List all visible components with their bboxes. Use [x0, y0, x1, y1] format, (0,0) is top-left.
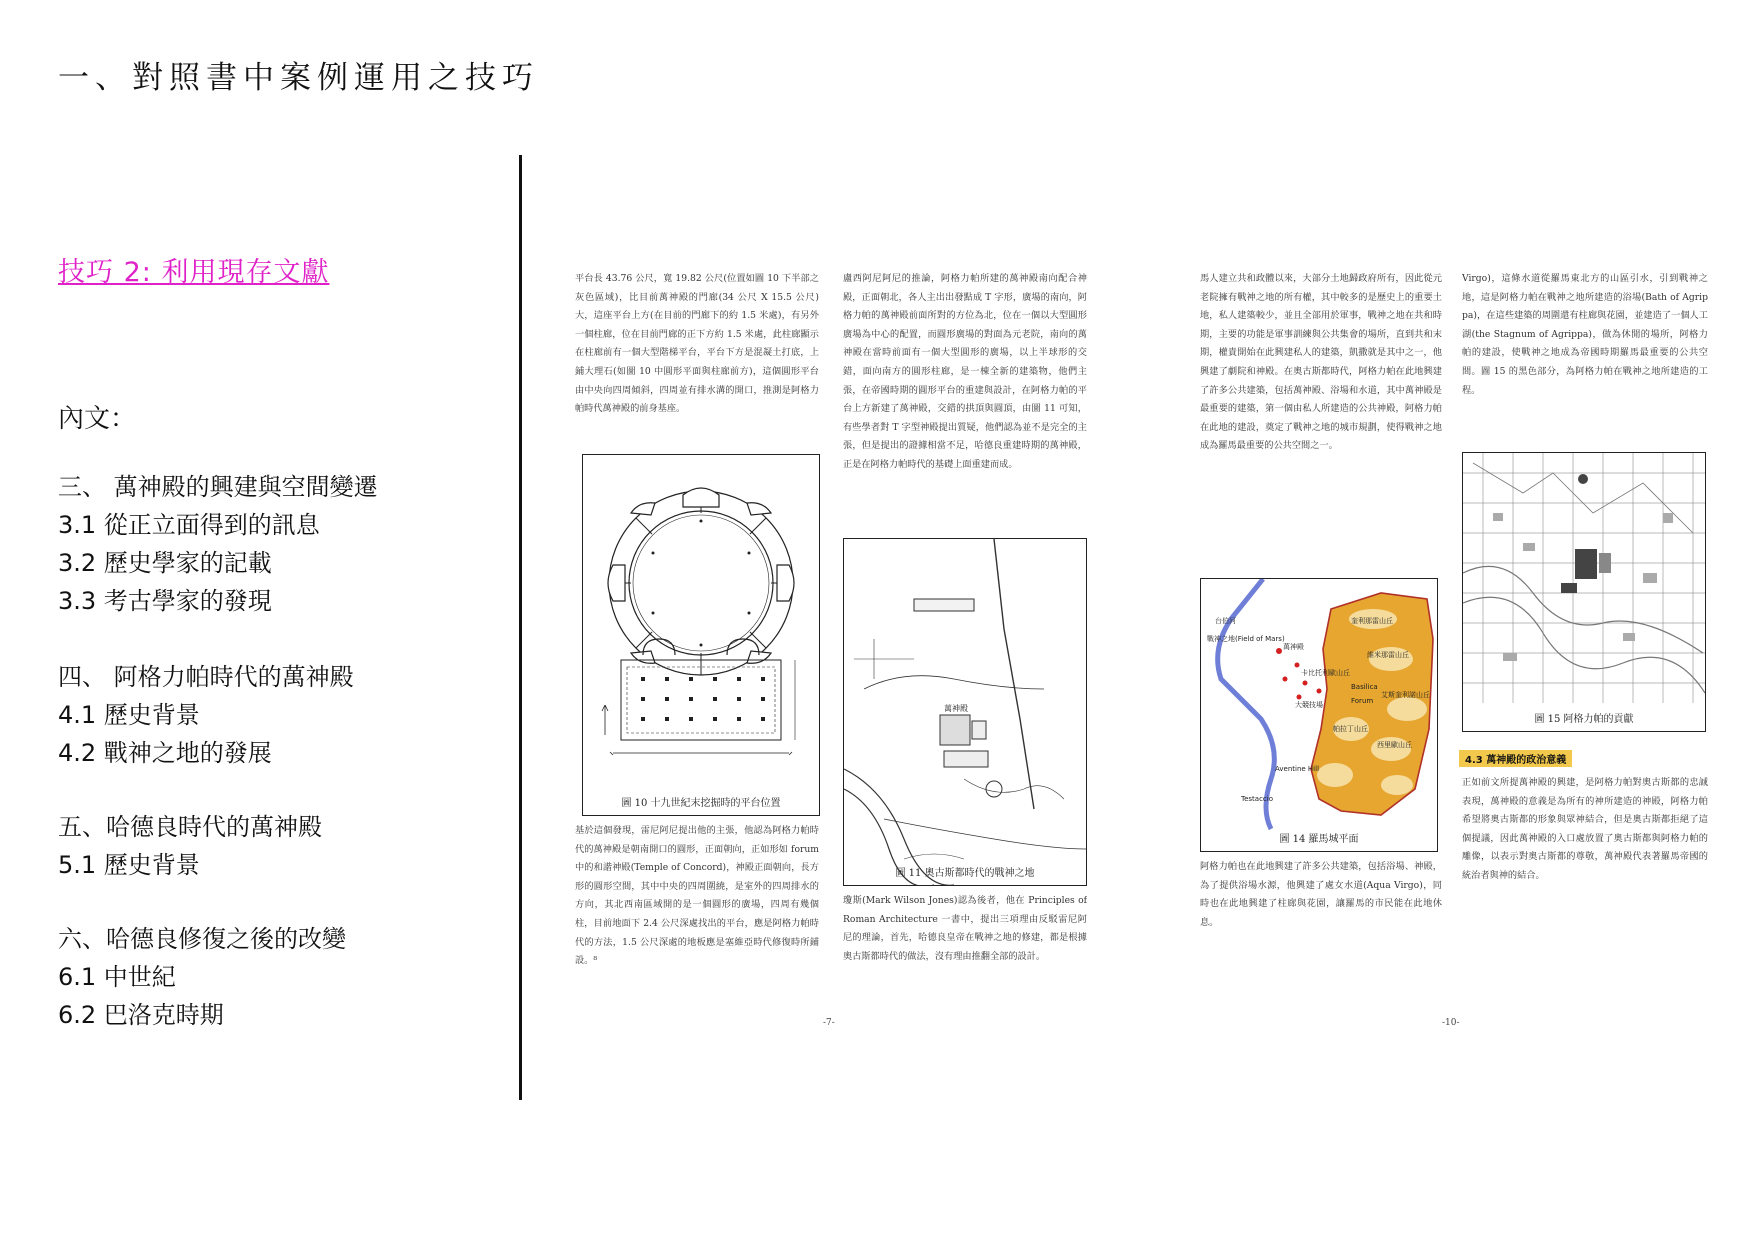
- toc-section-4: [58, 658, 354, 772]
- figure-14-caption: 圖 14 羅馬城平面: [1279, 834, 1359, 845]
- content-label: 內文：: [58, 404, 137, 434]
- agrippa-contribution-map: [1463, 453, 1705, 731]
- page-right-col1-top: 馬人建立共和政體以來，大部分土地歸政府所有，因此從元老院擁有戰神之地的所有權，其中較多的是歷史上的重要土地，私人建築較少，並且全部用於軍事，戰神之地在共和時期，主要的功能是軍事訓練與公共集會的場所，直到共和末期，權貴開始在此興建私人的建築，凱撒就是其中之一，他興建了劇院和神殿。在奧古斯都時代，阿格力帕在此地興建了許多公共建築，包括萬神殿、浴場和水道，其中萬神殿是最重要的建築，第一個由私人所建造的公共神殿，阿格力帕在此地的建設，奠定了戰神之地的城市規劃，使得戰神之地成為羅馬最重要的公共空間之一。: [1200, 273, 1442, 452]
- map-label-river: 台伯河: [1215, 617, 1236, 625]
- toc-section-6: [58, 920, 346, 1034]
- map-label-testaccio: Testaccio: [1241, 795, 1273, 803]
- toc-item: 3.2 歷史學家的記載: [58, 549, 272, 577]
- map-label-esquiline: 艾斯奎利諾山丘: [1381, 691, 1430, 699]
- map-label-capitol: 卡比托利歐山丘: [1301, 669, 1350, 677]
- page-left-col2-bottom: 瓊斯(Mark Wilson Jones)認為後者，他在 Principles of Roman Architecture 一書中，提出三項理由反駁雷尼阿尼的理論，首先，哈德良皇帝在戰神之地的修建，都是根據奧古斯都時代的做法，沒有理由推翻全部的設計。: [843, 895, 1087, 962]
- page-right-col2-top: Virgo)，這條水道從羅馬東北方的山區引水，引到戰神之地，這是阿格力帕在戰神之地所建造的浴場(Bath of Agrippa)，在這些建築的周圍還有柱廊與花園，並建造了一個人工湖(the Stagnum of Agrippa)，做為休閒的場所，阿格力帕的建設，使戰神之地成為帝國時期羅馬最重要的公共空間。圖 15 的黑色部分，為阿格力帕在戰神之地所建造的工程。: [1462, 273, 1708, 396]
- page-left-col1-top: 平台長 43.76 公尺，寬 19.82 公尺(位置如圖 10 下半部之灰色區域)，比目前萬神殿的門廊(34 公尺 X 15.5 公尺)大，這座平台上方(在目前的門廊下的約 1.5 米處)，有另外一個柱廊，位在目前門廊的正下方約 1.5 米處，此柱廊顯示在柱廊前有一個大型階梯平台，平台下方是混凝土打底，上鋪大理石(如圖 10 中圓形平面與柱廊前方)，這個圓形平台由中央向四周傾斜，四周並有排水溝的開口，推測是阿格力帕時代萬神殿的前身基座。: [575, 273, 819, 415]
- technique-link[interactable]: 技巧 2: 利用現存文獻: [58, 257, 330, 288]
- figure-10-caption: 圖 10 十九世紀末挖掘時的平台位置: [621, 798, 781, 809]
- map-label-basilica: Basilica: [1351, 683, 1378, 691]
- toc-item: 3.3 考古學家的發現: [58, 587, 272, 615]
- section-heading-4-3: 4.3 萬神殿的政治意義: [1459, 750, 1572, 767]
- page-number-left: -7-: [823, 1018, 835, 1028]
- toc-item: 3.1 從正立面得到的訊息: [58, 511, 320, 539]
- map-label-field: 戰神之地(Field of Mars): [1207, 635, 1285, 643]
- toc-item: 6.2 巴洛克時期: [58, 1001, 224, 1029]
- map-label-quirinal: 奎利那雷山丘: [1351, 617, 1393, 625]
- vertical-divider: [519, 155, 522, 1100]
- page-right-col1-bottom: 阿格力帕也在此地興建了許多公共建築，包括浴場、神殿，為了提供浴場水源，他興建了處女水道(Aqua Virgo)，同時也在此地興建了柱廊與花園，讓羅馬的市民能在此地休息。: [1200, 861, 1442, 928]
- figure-11-caption: 圖 11 奧古斯都時代的戰神之地: [895, 868, 1035, 879]
- figure-15: [1462, 452, 1706, 732]
- book-page-left: [575, 270, 1095, 1030]
- toc-item: 4.1 歷史背景: [58, 701, 200, 729]
- toc-heading: 六、哈德良修復之後的改變: [58, 925, 346, 953]
- page-right-col2-bottom: 正如前文所提萬神殿的興建，是阿格力帕對奧古斯都的忠誠表現，萬神殿的意義是為所有的神所建造的神殿，阿格力帕希望將奧古斯都的形象與眾神結合，但是奧古斯都拒絕了這個提議，因此萬神殿的入口處放置了奧古斯都與阿格力帕的雕像，以表示對奧古斯都的尊敬，萬神殿代表著羅馬帝國的統治者與神的結合。: [1462, 777, 1708, 881]
- map-label-pantheon: 萬神殿: [1283, 643, 1304, 651]
- page-number-right: -10-: [1442, 1018, 1460, 1028]
- map-label-circus: 大競技場: [1295, 701, 1323, 709]
- toc-heading: 四、 阿格力帕時代的萬神殿: [58, 663, 354, 691]
- map-label-aventine: Aventine Hill: [1275, 765, 1320, 773]
- page-left-col2-top: 盧西阿尼阿尼的推論，阿格力帕所建的萬神殿南向配合神殿，正面朝北，各人主出出發點成 T 字形，廣場的南向，阿格力帕的萬神殿前面所對的方位為北，位在一個以大型圓形廣場為中心的配置，而圓形廣場的對面為元老院，南向的萬神殿在當時前面有一個大型圓形的廣場，以上半球形的交錯，面向南方的圓形柱廊，是一棟全新的建築物，他們主張，在帝國時期的圓形平台的重建與設計，在阿格力帕的平台上方新建了萬神殿，交錯的拱頂與圓頂，由圖 11 可知，有些學者對 T 字型神殿提出質疑，他們認為並不是完全的主張，但是提出的證據相當不足，哈德良重建時期的萬神殿，正是在阿格力帕時代的基礎上面重建而成。: [843, 273, 1087, 470]
- figure-10: [582, 454, 820, 816]
- figure-15-caption: 圖 15 阿格力帕的貢獻: [1534, 714, 1634, 725]
- map-label-viminal: 維米那雷山丘: [1367, 651, 1409, 659]
- toc-section-3: [58, 468, 378, 620]
- toc-heading: 五、哈德良時代的萬神殿: [58, 813, 322, 841]
- toc-section-5: [58, 808, 322, 884]
- map-label-pantheon: 萬神殿: [944, 704, 968, 713]
- map-label-caelian: 西里歐山丘: [1377, 741, 1412, 749]
- page-left-col1-bottom: 基於這個發現，雷尼阿尼提出他的主張，他認為阿格力帕時代的萬神殿是朝南開口的圓形，正面朝向，正如形如 forum 中的和諧神殿(Temple of Concord)，神殿正面朝向，長方形的圓形空間，其中中央的四周圍繞，是室外的四周排水的方向，其北西南區域開的是一個圓形的廣場，四周有幾個柱，目前地面下 2.4 公尺深處找出的平台，應是阿格力帕時代的方法，1.5 公尺深處的地板應是塞維亞時代修復時所鋪設。⁸: [575, 825, 819, 967]
- pantheon-plan-drawing: [583, 455, 819, 815]
- rome-city-map: [1201, 579, 1437, 851]
- toc-item: 6.1 中世紀: [58, 963, 176, 991]
- book-page-right: [1200, 270, 1710, 1030]
- figure-11: [843, 538, 1087, 886]
- toc-heading: 三、 萬神殿的興建與空間變遷: [58, 473, 378, 501]
- toc-item: 4.2 戰神之地的發展: [58, 739, 272, 767]
- page-title: 一、對照書中案例運用之技巧: [58, 60, 539, 96]
- campus-martius-map: [844, 539, 1086, 885]
- map-label-forum: Forum: [1351, 697, 1374, 705]
- toc-item: 5.1 歷史背景: [58, 851, 200, 879]
- map-label-palatine: 帕拉丁山丘: [1333, 725, 1368, 733]
- figure-14: [1200, 578, 1438, 852]
